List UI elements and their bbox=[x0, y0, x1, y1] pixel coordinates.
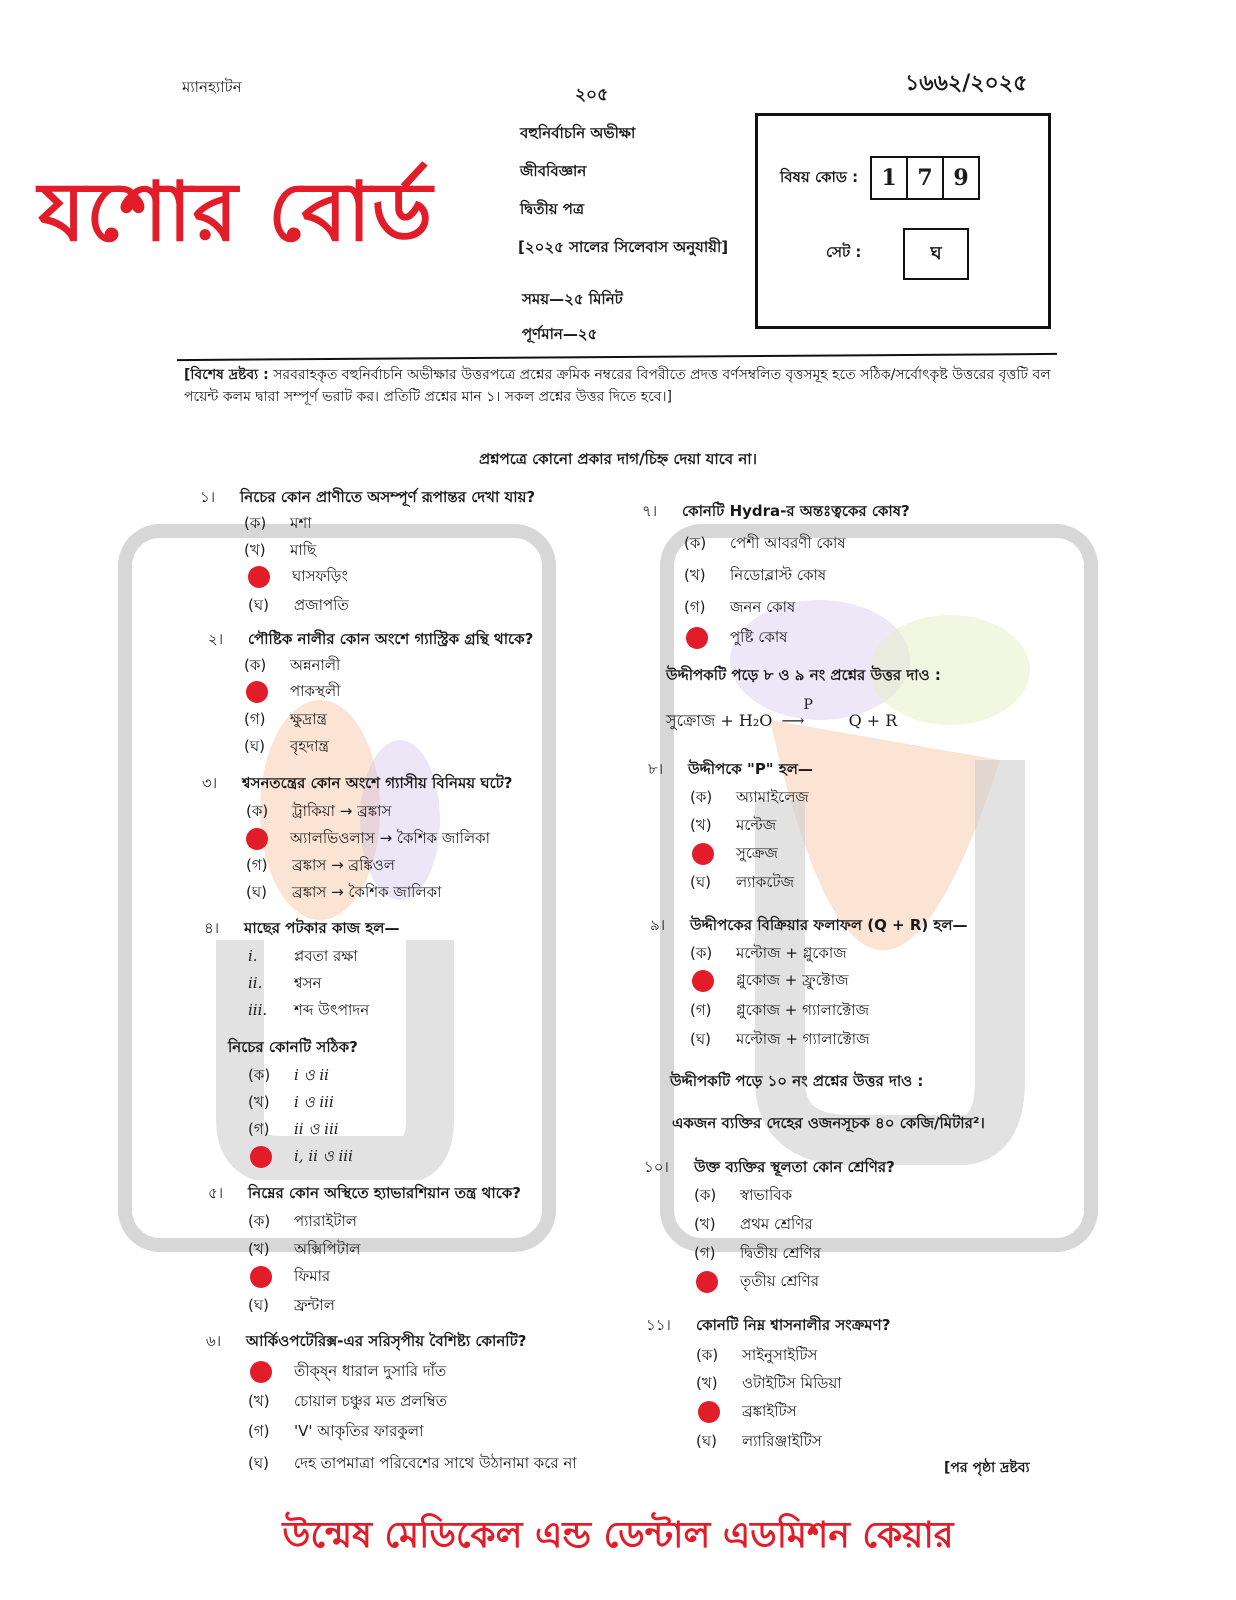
option-gha[interactable] bbox=[690, 871, 794, 896]
option-marker: (খ) bbox=[244, 541, 266, 559]
question-number: ৫। bbox=[208, 1184, 224, 1202]
option-marker: (ঘ) bbox=[248, 1454, 269, 1472]
option-text: ii ও iii bbox=[294, 1120, 339, 1138]
option-text: মাছি bbox=[290, 541, 317, 559]
option-marker: (ঘ) bbox=[690, 1030, 711, 1048]
option-text: ফ্রন্টাল bbox=[294, 1296, 335, 1314]
filled-answer-bubble bbox=[248, 566, 270, 588]
question-stem: কোনটি Hydra-র অন্তঃত্বকের কোষ? bbox=[682, 502, 910, 520]
option-gha[interactable] bbox=[248, 1452, 577, 1477]
option-marker: (ক) bbox=[244, 514, 267, 532]
option-ka[interactable] bbox=[244, 512, 312, 537]
option-marker: (ক) bbox=[248, 1066, 271, 1084]
syllabus-note: [২০২৫ সালের সিলেবাস অনুযায়ী] bbox=[518, 238, 729, 256]
question-stem: উক্ত ব্যক্তির স্থূলতা কোন শ্রেণির? bbox=[694, 1158, 895, 1176]
question-stem: উদ্দীপকের বিক্রিয়ার ফলাফল (Q + R) হল— bbox=[690, 916, 968, 934]
option-marker: (গ) bbox=[248, 1120, 270, 1138]
option-gha-filled[interactable] bbox=[686, 626, 787, 651]
option-ga[interactable] bbox=[248, 1118, 339, 1143]
option-marker: (খ) bbox=[690, 816, 712, 834]
header-divider bbox=[177, 353, 1057, 361]
question-number: ১১। bbox=[646, 1316, 671, 1334]
question-5 bbox=[208, 1182, 521, 1207]
option-kha[interactable] bbox=[244, 539, 316, 564]
filled-answer-bubble bbox=[692, 970, 714, 992]
option-text: মল্টেজ bbox=[736, 816, 777, 834]
option-text: স্বাভাবিক bbox=[740, 1186, 793, 1204]
option-text: বৃহদান্ত্র bbox=[290, 737, 329, 755]
option-ga-filled[interactable] bbox=[248, 565, 348, 590]
exam-time: সময়—২৫ মিনিট bbox=[522, 290, 623, 308]
instructions bbox=[184, 364, 1054, 408]
stimulus-text-10: একজন ব্যক্তির দেহের ওজনসূচক ৪০ কেজি/মিটার²। bbox=[672, 1114, 985, 1132]
option-text: ঘাসফড়িং bbox=[292, 567, 348, 585]
instructions-label: [বিশেষ দ্রষ্টব্য : bbox=[184, 367, 269, 383]
paper-name: দ্বিতীয় পত্র bbox=[520, 200, 585, 218]
option-kha[interactable] bbox=[690, 814, 776, 839]
option-text: প্রথম শ্রেণির bbox=[740, 1215, 813, 1233]
option-text: প্রজাপতি bbox=[294, 596, 349, 614]
option-gha[interactable] bbox=[690, 1028, 870, 1053]
reaction-arrow bbox=[781, 697, 840, 730]
option-ga[interactable] bbox=[246, 854, 395, 879]
option-ka[interactable] bbox=[684, 532, 846, 557]
option-text: ওটাইটিস মিডিয়া bbox=[742, 1374, 842, 1392]
question-number: ৪। bbox=[204, 919, 220, 937]
option-ga-filled[interactable] bbox=[250, 1265, 330, 1290]
option-ga[interactable] bbox=[694, 1242, 821, 1267]
question-4-subprompt: নিচের কোনটি সঠিক? bbox=[228, 1038, 358, 1056]
question-stem: আর্কিওপটেরিক্স-এর সরিসৃপীয় বৈশিষ্ট্য কোনটি? bbox=[246, 1332, 527, 1350]
subject-code-box bbox=[755, 113, 1051, 329]
option-text: মল্টোজ + গ্লুকোজ bbox=[736, 944, 847, 962]
option-gha[interactable] bbox=[244, 735, 329, 760]
question-4 bbox=[204, 917, 399, 942]
question-9 bbox=[650, 914, 968, 939]
filled-answer-bubble bbox=[246, 828, 268, 850]
option-text: গ্লুকোজ + ফ্রুক্টোজ bbox=[736, 971, 849, 989]
option-text: সুক্রেজ bbox=[736, 844, 778, 862]
stimulus-lead-10: উদ্দীপকটি পড়ে ১০ নং প্রশ্নের উত্তর দাও : bbox=[670, 1072, 924, 1090]
code-digit-2: 7 bbox=[908, 156, 944, 200]
question-1 bbox=[200, 486, 535, 511]
code-digit-3: 9 bbox=[944, 156, 980, 200]
option-marker: (খ) bbox=[684, 566, 706, 584]
question-number: ৭। bbox=[642, 502, 658, 520]
question-stem: উদ্দীপকে "P" হল— bbox=[688, 760, 813, 778]
option-text: গ্লুকোজ + গ্যালাক্টোজ bbox=[736, 1001, 870, 1019]
option-gha[interactable] bbox=[248, 594, 349, 619]
statement-marker: i. bbox=[248, 947, 258, 965]
option-marker: (ক) bbox=[696, 1346, 719, 1364]
question-stem: নিম্নের কোন অস্থিতে হ্যাভারশিয়ান তন্ত্র থাকে? bbox=[248, 1184, 521, 1202]
option-text: প্যারাইটাল bbox=[294, 1212, 357, 1230]
statement-text: প্লবতা রক্ষা bbox=[294, 947, 358, 965]
question-stem: শ্বসনতন্ত্রের কোন অংশে গ্যাসীয় বিনিময় ঘটে? bbox=[242, 774, 513, 792]
question-stem: পৌষ্টিক নালীর কোন অংশে গ্যাস্ট্রিক গ্রন্থি থাকে? bbox=[248, 630, 534, 648]
question-stem: কোনটি নিম্ন শ্বাসনালীর সংক্রমণ? bbox=[696, 1316, 891, 1334]
option-text: জনন কোষ bbox=[730, 598, 796, 616]
option-ka[interactable] bbox=[248, 1064, 329, 1089]
option-ka[interactable] bbox=[246, 800, 391, 825]
question-number: ৬। bbox=[206, 1332, 222, 1350]
option-kha[interactable] bbox=[248, 1390, 447, 1415]
question-8 bbox=[648, 758, 813, 783]
question-number: ১০। bbox=[644, 1158, 669, 1176]
option-text: অ্যালভিওলাস → কৈশিক জালিকা bbox=[290, 829, 490, 847]
filled-answer-bubble bbox=[692, 843, 714, 865]
filled-answer-bubble bbox=[698, 1401, 720, 1423]
option-ka[interactable] bbox=[248, 1210, 357, 1235]
option-text: মশা bbox=[290, 514, 312, 532]
option-gha[interactable] bbox=[248, 1294, 335, 1319]
option-marker: (খ) bbox=[248, 1240, 270, 1258]
option-marker: (গ) bbox=[694, 1244, 716, 1262]
instructions-text: সরবরাহকৃত বহুনির্বাচনি অভীক্ষার উত্তরপত্রে প্রশ্নের ক্রমিক নম্বরের বিপরীতে প্রদত্ত বর্ণসম্বলিত বৃত্তসমূহ হতে সঠিক/সর্বোৎকৃষ্ট উত্তরের বৃত্তটি বল পয়েন্ট কলম দ্বারা সম্পূর্ণ ভরাট কর। প্রতিটি প্রশ্নের মান ১। সকল প্রশ্নের উত্তর দিতে হবে।] bbox=[184, 367, 1051, 405]
option-ka[interactable] bbox=[690, 942, 847, 967]
question-number: ১। bbox=[200, 488, 216, 506]
filled-answer-bubble bbox=[246, 681, 268, 703]
option-marker: (গ) bbox=[248, 1422, 270, 1440]
option-text: পেশী আবরণী কোষ bbox=[730, 534, 846, 552]
subject-code-label: বিষয় কোড : bbox=[780, 168, 859, 186]
board-title: যশোর বোর্ড bbox=[38, 165, 434, 260]
option-marker: (ঘ) bbox=[244, 737, 265, 755]
option-gha[interactable] bbox=[696, 1430, 822, 1455]
option-text: চোয়াল চঞ্চুর মত প্রলম্বিত bbox=[294, 1392, 447, 1410]
exam-type: বহুনির্বাচনি অভীক্ষা bbox=[520, 124, 636, 142]
option-text: ফিমার bbox=[294, 1267, 331, 1285]
option-marker: (গ) bbox=[684, 598, 706, 616]
option-marker: (ক) bbox=[690, 788, 713, 806]
option-text: সাইনুসাইটিস bbox=[742, 1346, 818, 1364]
statement-i bbox=[248, 945, 358, 970]
option-marker: (ক) bbox=[690, 944, 713, 962]
option-ka[interactable] bbox=[690, 786, 809, 811]
question-7 bbox=[642, 500, 910, 525]
option-marker: (গ) bbox=[244, 710, 266, 728]
option-marker: (গ) bbox=[690, 1001, 712, 1019]
page-turn-note: [পর পৃষ্ঠা দ্রষ্টব্য bbox=[944, 1460, 1030, 1476]
statement-iii bbox=[248, 999, 369, 1024]
option-ga[interactable] bbox=[690, 999, 869, 1024]
stimulus-lead-8-9: উদ্দীপকটি পড়ে ৮ ও ৯ নং প্রশ্নের উত্তর দাও : bbox=[666, 666, 941, 684]
option-kha[interactable] bbox=[248, 1238, 360, 1263]
question-3 bbox=[202, 772, 513, 797]
option-ga[interactable] bbox=[248, 1420, 423, 1445]
question-6 bbox=[206, 1330, 526, 1355]
option-kha-filled[interactable] bbox=[246, 680, 340, 705]
option-text: দ্বিতীয় শ্রেণির bbox=[740, 1244, 821, 1262]
option-kha[interactable] bbox=[694, 1213, 813, 1238]
option-marker: (ঘ) bbox=[696, 1432, 717, 1450]
option-text: ব্রঙ্কাইটিস bbox=[742, 1402, 797, 1420]
option-text: পাকস্থলী bbox=[290, 682, 341, 700]
filled-answer-bubble bbox=[250, 1361, 272, 1383]
option-ga[interactable] bbox=[244, 708, 327, 733]
reaction-equation bbox=[666, 697, 898, 735]
equation-left: সুক্রোজ + H₂O bbox=[666, 711, 773, 730]
option-kha-filled[interactable] bbox=[246, 827, 490, 852]
option-text: অক্সিপিটাল bbox=[294, 1240, 361, 1258]
option-marker: (খ) bbox=[696, 1374, 718, 1392]
option-marker: (খ) bbox=[694, 1215, 716, 1233]
option-text: পুষ্টি কোষ bbox=[730, 628, 788, 646]
option-kha[interactable] bbox=[696, 1372, 842, 1397]
statement-marker: iii. bbox=[248, 1001, 268, 1019]
filled-answer-bubble bbox=[686, 627, 708, 649]
document-id: ১৬৬২/২০২৫ bbox=[905, 71, 1028, 96]
set-value-box: ঘ bbox=[903, 228, 969, 280]
question-11 bbox=[646, 1314, 890, 1339]
arrow-label: P bbox=[803, 697, 813, 713]
option-marker: (ক) bbox=[244, 656, 267, 674]
option-text: ব্রঙ্কাস → ব্রঙ্কিওল bbox=[292, 856, 395, 874]
code-digit-1: 1 bbox=[870, 156, 908, 200]
subject-name: জীববিজ্ঞান bbox=[520, 162, 587, 180]
subject-code-digits bbox=[870, 156, 980, 200]
question-number: ৩। bbox=[202, 774, 218, 792]
filled-answer-bubble bbox=[250, 1266, 272, 1288]
option-text: দেহ তাপমাত্রা পরিবেশের সাথে উঠানামা করে না bbox=[294, 1454, 577, 1472]
option-text: নিডোব্লাস্ট কোষ bbox=[730, 566, 827, 584]
option-text: 'V' আকৃতির ফারকুলা bbox=[294, 1422, 424, 1440]
set-label: সেট : bbox=[826, 243, 862, 261]
option-text: মল্টোজ + গ্যালাক্টোজ bbox=[736, 1030, 870, 1048]
option-marker: (খ) bbox=[248, 1392, 270, 1410]
option-text: ট্রাকিয়া → ব্রঙ্কাস bbox=[292, 802, 392, 820]
question-stem: নিচের কোন প্রাণীতে অসম্পূর্ণ রূপান্তর দেখা যায়? bbox=[240, 488, 536, 506]
option-ga-filled[interactable] bbox=[698, 1400, 797, 1425]
question-number: ২। bbox=[208, 630, 224, 648]
statement-text: শব্দ উৎপাদন bbox=[294, 1001, 370, 1019]
option-text: ল্যারিঞ্জাইটিস bbox=[742, 1432, 822, 1450]
option-kha[interactable] bbox=[248, 1091, 334, 1116]
option-text: অ্যামাইলেজ bbox=[736, 788, 809, 806]
option-text: i, ii ও iii bbox=[294, 1147, 353, 1165]
option-marker: (ক) bbox=[694, 1186, 717, 1204]
option-text: অন্ননালী bbox=[290, 656, 341, 674]
marking-warning: প্রশ্নপত্রে কোনো প্রকার দাগ/চিহ্ন দেয়া যাবে না। bbox=[478, 450, 758, 468]
option-gha-filled[interactable] bbox=[696, 1270, 819, 1295]
question-10 bbox=[644, 1156, 895, 1181]
option-text: ব্রঙ্কাস → কৈশিক জালিকা bbox=[292, 883, 442, 901]
option-ka[interactable] bbox=[244, 654, 340, 679]
option-text: ক্ষুদ্রান্ত্র bbox=[290, 710, 327, 728]
option-marker: (ঘ) bbox=[248, 596, 269, 614]
equation-right: Q + R bbox=[848, 711, 898, 730]
option-text: তৃতীয় শ্রেণির bbox=[740, 1272, 820, 1290]
option-marker: (গ) bbox=[246, 856, 268, 874]
option-text: তীক্ষ্ন ধারাল দুসারি দাঁত bbox=[294, 1362, 447, 1380]
option-marker: (ঘ) bbox=[690, 873, 711, 891]
option-marker: (ক) bbox=[248, 1212, 271, 1230]
footer-brand: উন্মেষ মেডিকেল এন্ড ডেন্টাল এডমিশন কেয়ার bbox=[282, 1515, 954, 1556]
statement-ii bbox=[248, 972, 321, 997]
page-number: ২০৫ bbox=[575, 85, 609, 105]
publisher-name: ম্যানহ্যাটন bbox=[182, 78, 242, 96]
option-marker: (ঘ) bbox=[248, 1296, 269, 1314]
option-marker: (খ) bbox=[248, 1093, 270, 1111]
full-marks: পূর্ণমান—২৫ bbox=[522, 325, 598, 343]
option-ga[interactable] bbox=[684, 596, 795, 621]
statement-text: শ্বসন bbox=[294, 974, 322, 992]
arrow-icon: ⟶ bbox=[781, 711, 805, 730]
option-gha-filled[interactable] bbox=[250, 1145, 353, 1170]
option-text: i ও ii bbox=[294, 1066, 329, 1084]
filled-answer-bubble bbox=[250, 1146, 272, 1168]
option-kha[interactable] bbox=[684, 564, 826, 589]
filled-answer-bubble bbox=[696, 1271, 718, 1293]
option-marker: (ঘ) bbox=[246, 883, 267, 901]
option-text: ল্যাকটেজ bbox=[736, 873, 794, 891]
option-text: i ও iii bbox=[294, 1093, 334, 1111]
option-ka[interactable] bbox=[696, 1344, 817, 1369]
question-number: ৯। bbox=[650, 916, 666, 934]
option-ka[interactable] bbox=[694, 1184, 792, 1209]
option-marker: (ক) bbox=[684, 534, 707, 552]
option-ka-filled[interactable] bbox=[250, 1360, 446, 1385]
option-kha-filled[interactable] bbox=[692, 969, 849, 994]
option-gha[interactable] bbox=[246, 881, 442, 906]
option-marker: (ক) bbox=[246, 802, 269, 820]
question-stem: মাছের পটকার কাজ হল— bbox=[244, 919, 400, 937]
statement-marker: ii. bbox=[248, 974, 263, 992]
question-number: ৮। bbox=[648, 760, 664, 778]
option-ga-filled[interactable] bbox=[692, 842, 778, 867]
question-2 bbox=[208, 628, 533, 653]
